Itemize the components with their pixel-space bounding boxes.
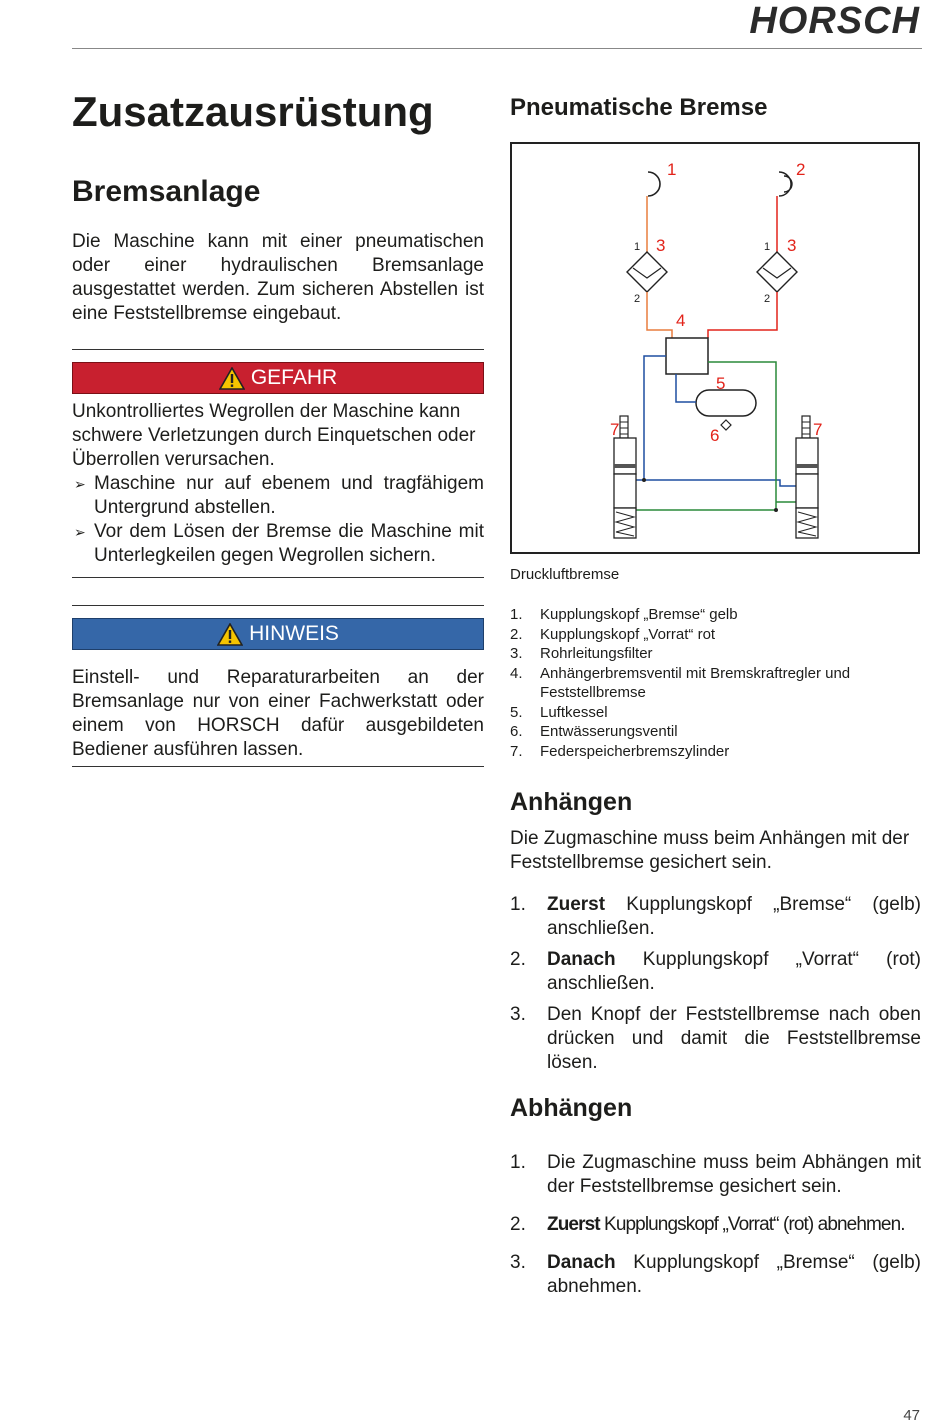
callout-7: 7 <box>610 420 620 439</box>
list-item: ➢ Maschine nur auf ebenem und tragfähigem Untergrund abstellen. <box>74 473 484 518</box>
arrow-icon: ➢ <box>74 476 86 492</box>
danger-text: Unkontrolliertes Wegrollen der Maschine kann schwere Verletzungen durch Einquetschen oder Überrollen verursachen. <box>72 401 476 470</box>
port-label: 1 <box>764 241 771 253</box>
port-label: 2 <box>764 293 771 305</box>
danger-banner <box>72 362 484 394</box>
filter-icon <box>627 252 667 292</box>
warning-icon <box>217 623 243 646</box>
anhaengen-intro: Die Zugmaschine muss beim Anhängen mit der Feststellbremse gesichert sein. <box>510 828 910 873</box>
drain-valve-icon <box>721 420 731 430</box>
callout-7: 7 <box>813 420 823 439</box>
air-tank-icon <box>696 390 756 416</box>
section-title-anhaengen: Anhängen <box>510 788 633 816</box>
callout-3: 3 <box>656 236 666 255</box>
list-item: 6. Entwässerungsventil <box>510 723 678 740</box>
list-item: 1. Zuerst Kupplungskopf „Bremse“ (gelb) anschließen. <box>510 894 921 939</box>
coupling-head-red-icon <box>779 172 792 196</box>
callout-6: 6 <box>710 426 720 445</box>
callout-2: 2 <box>796 160 806 179</box>
divider <box>72 349 484 350</box>
filter-icon <box>757 252 797 292</box>
list-item: 3. Den Knopf der Feststellbremse nach oben drücken und damit die Feststellbremse lösen. <box>510 1004 921 1073</box>
list-item: 3. Rohrleitungsfilter <box>510 645 653 662</box>
arrow-icon: ➢ <box>74 524 86 540</box>
list-item: 2. Danach Kupplungskopf „Vorrat“ (rot) anschließen. <box>510 949 921 994</box>
callout-5: 5 <box>716 374 726 393</box>
list-item: 7. Federspeicherbremszylinder <box>510 742 730 760</box>
list-item: 4. Anhängerbremsventil mit Bremskraftregler und Feststellbremse <box>510 664 851 701</box>
coupling-head-yellow-icon <box>648 172 660 196</box>
danger-bullets <box>72 472 484 568</box>
list-item: 1. Kupplungskopf „Bremse“ gelb <box>510 606 738 623</box>
list-item: 2. Zuerst Kupplungskopf „Vorrat“ (rot) abnehmen. <box>510 1214 905 1235</box>
page-title: Zusatzausrüstung <box>72 88 434 135</box>
danger-label: GEFAHR <box>250 366 338 389</box>
brand-logo: HORSCH <box>749 0 920 42</box>
port-label: 1 <box>634 241 641 253</box>
diagram-legend <box>510 605 920 761</box>
warning-icon <box>219 367 245 390</box>
divider <box>72 577 484 578</box>
brake-diagram <box>510 142 920 554</box>
callout-4: 4 <box>676 311 686 330</box>
callout-1: 1 <box>667 160 677 179</box>
abhaengen-steps <box>510 1151 921 1306</box>
header-divider <box>72 48 922 49</box>
brake-valve-icon <box>666 338 708 374</box>
section-title-bremsanlage: Bremsanlage <box>72 175 261 208</box>
list-item: 5. Luftkessel <box>510 703 608 721</box>
port-label: 2 <box>634 293 641 305</box>
divider <box>72 605 484 606</box>
notice-text: Einstell- und Reparaturarbeiten an der Bremsanlage nur von einer Fachwerkstatt oder einem von HORSCH dafür ausgebildeten Bediener ausführen lassen. <box>72 667 484 760</box>
list-item: 3. Danach Kupplungskopf „Bremse“ (gelb) abnehmen. <box>510 1252 921 1297</box>
list-item: ➢ Vor dem Lösen der Bremse die Maschine mit Unterlegkeilen gegen Wegrollen sichern. <box>74 521 484 566</box>
intro-paragraph: Die Maschine kann mit einer pneumatischen oder einer hydraulischen Bremsanlage ausgestattet werden. Zum sicheren Abstellen ist eine Feststellbremse eingebaut. <box>72 231 484 324</box>
section-title-abhaengen: Abhängen <box>510 1094 633 1122</box>
page-number: 47 <box>903 1407 920 1424</box>
list-item: 2. Kupplungskopf „Vorrat“ rot <box>510 625 716 643</box>
diagram-caption: Druckluftbremse <box>510 566 620 583</box>
list-item: 1. Die Zugmaschine muss beim Abhängen mit der Feststellbremse gesichert sein. <box>510 1152 921 1197</box>
divider <box>72 766 484 767</box>
notice-label: HINWEIS <box>249 622 339 645</box>
notice-banner <box>72 618 484 650</box>
pneumatic-schematic <box>512 144 918 552</box>
section-title-pneumatische-bremse: Pneumatische Bremse <box>510 94 768 121</box>
callout-3: 3 <box>787 236 797 255</box>
anhaengen-steps <box>510 893 921 1082</box>
